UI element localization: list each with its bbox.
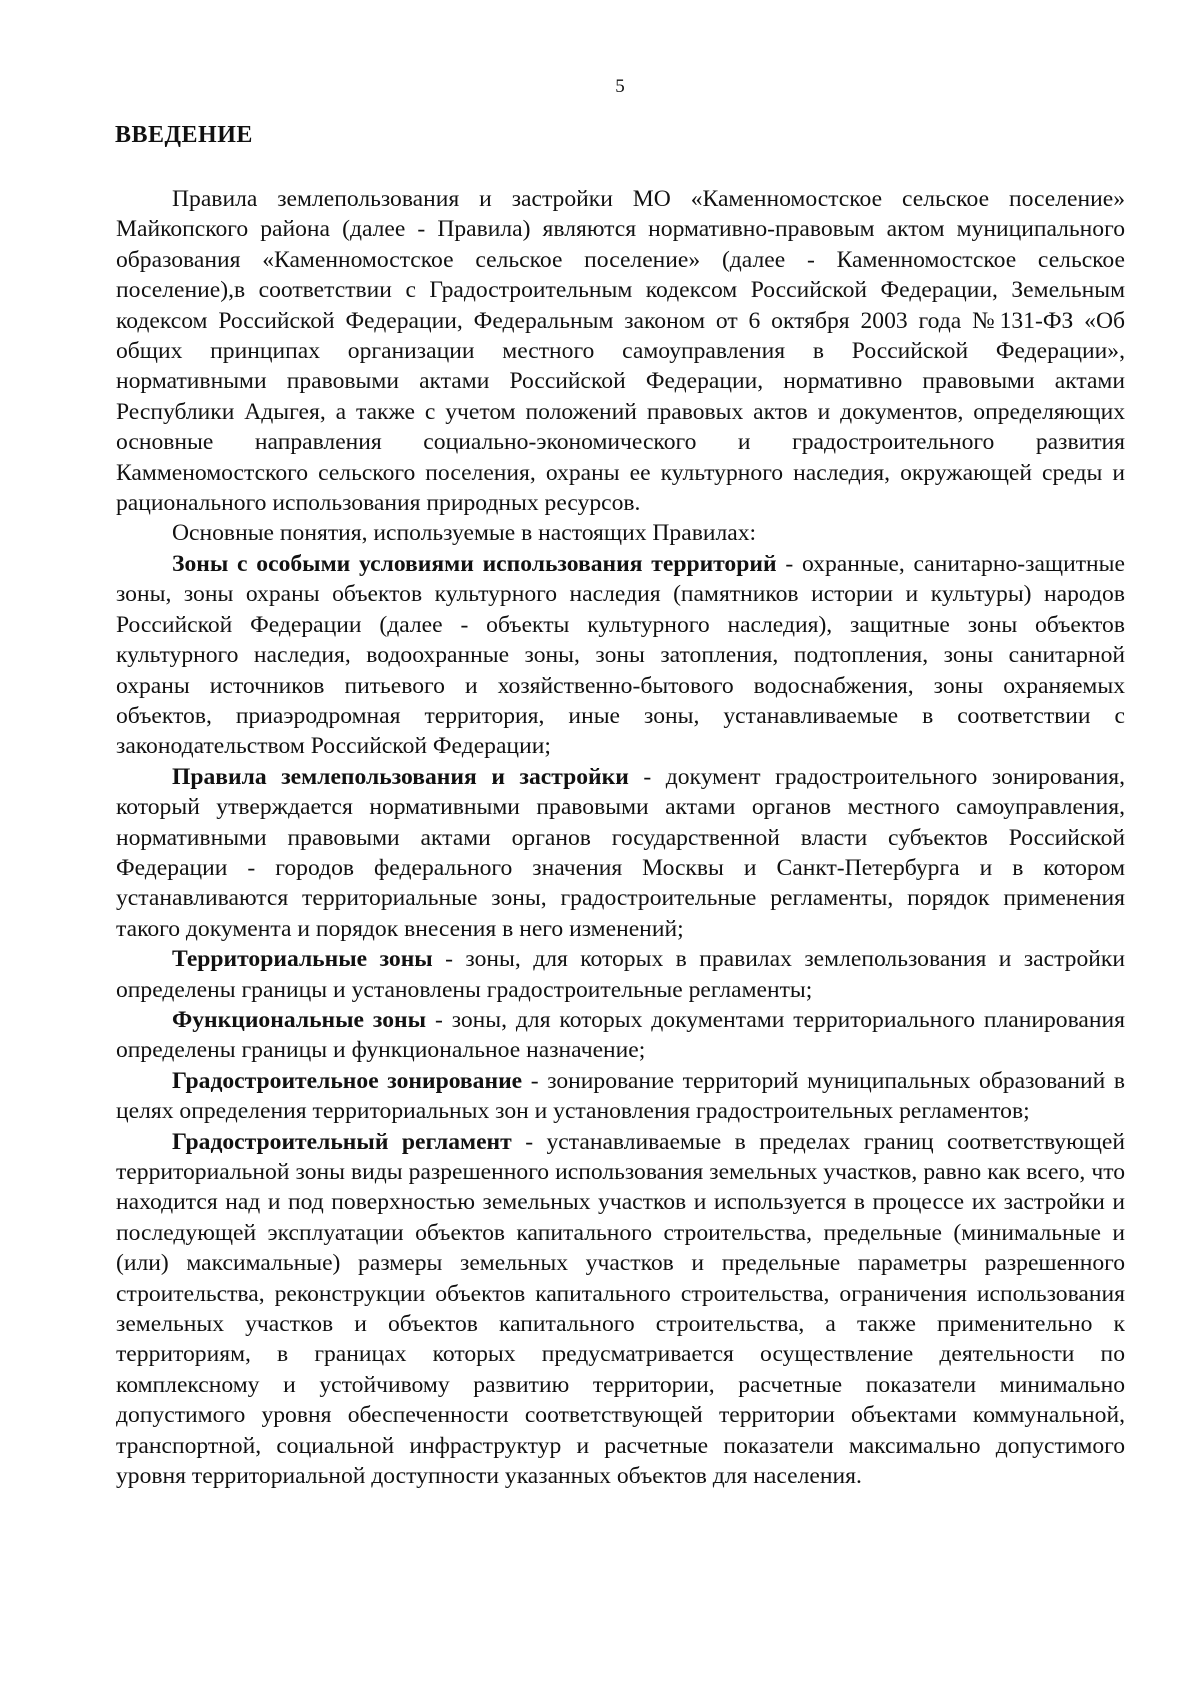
definition-term: Градостроительный регламент [172, 1128, 512, 1155]
definition-text: - документ градостроительного зонирования, который утверждается нормативными правовыми актами органов местного самоуправления, нормативными правовыми актами органов государственной власти субъектов Российской Федерации - городов федерального значения Москвы и Санкт-Петербурга и в котором устанавливаются территориальные зоны, градостроительные регламенты, порядок применения такого документа и порядок внесения в него изменений; [116, 763, 1126, 942]
definition-text: - охранные, санитарно-защитные зоны, зоны охраны объектов культурного наследия (памятников истории и культуры) народов Российской Федерации (далее - объекты культурного наследия), защитные зоны объектов культурного наследия, водоохранные зоны, зоны затопления, подтопления, зоны санитарной охраны источников питьевого и хозяйственно-бытового водоснабжения, зоны охраняемых объектов, приаэродромная территория, иные зоны, устанавливаемые в соответствии с законодательством Российской Федерации; [116, 550, 1125, 760]
definition-text: - зонирование территорий муниципальных образований в целях определения территориальных зон и установления градостроительных регламентов; [116, 1067, 1125, 1125]
definition-term: Градостроительное зонирование [172, 1067, 523, 1094]
definition-paragraph [116, 1066, 1125, 1127]
page-number: 5 [615, 76, 625, 97]
intro-paragraph: Правила землепользования и застройки МО «Каменномостское сельское поселение» Майкопского района (далее - Правила) являются нормативно-правовым актом муниципального образования «Каменномостское сельское поселение» (далее - Каменномостское сельское поселение),в соответствии с Градостроительным кодексом Российской Федерации, Земельным кодексом Российской Федерации, Федеральным законом от 6 октября 2003 года №131-ФЗ «Об общих принципах организации местного самоуправления в Российской Федерации», нормативными правовыми актами Российской Федерации, нормативно правовыми актами Республики Адыгея, а также с учетом положений правовых актов и документов, определяющих основные направления социально-экономического и градостроительного развития Камменомостского сельского поселения, охраны ее культурного наследия, окружающей среды и рационального использования природных ресурсов. [116, 186, 1125, 517]
definition-term: Правила землепользования и застройки [172, 763, 629, 790]
definition-text: - зоны, для которых документами территориального планирования определены границы и функциональное назначение; [116, 1006, 1125, 1064]
definition-term: Территориальные зоны [172, 946, 433, 973]
concepts-intro-paragraph: Основные понятия, используемые в настоящих Правилах: [172, 520, 757, 547]
definition-paragraph [116, 944, 1125, 1005]
section-heading: ВВЕДЕНИЕ [115, 122, 253, 148]
definition-term: Функциональные зоны [172, 1006, 427, 1033]
definition-paragraph [116, 762, 1125, 944]
definition-term: Зоны с особыми условиями использования территорий [172, 550, 777, 577]
definition-paragraph [116, 1005, 1125, 1066]
definition-paragraph [116, 549, 1125, 762]
definition-text: - устанавливаемые в пределах границ соответствующей территориальной зоны виды разрешенного использования земельных участков, равно как всего, что находится над и под поверхностью земельных участков и используется в процессе их застройки и последующей эксплуатации объектов капитального строительства, предельные (минимальные и (или) максимальные) размеры земельных участков и предельные параметры разрешенного строительства, реконструкции объектов капитального строительства, ограничения использования земельных участков и объектов капитального строительства, а также применительно к территориям, в границах которых предусматривается осуществление деятельности по комплексному и устойчивому развитию территории, расчетные показатели минимально допустимого уровня обеспеченности соответствующей территории объектами коммунальной, транспортной, социальной инфраструктур и расчетные показатели максимально допустимого уровня территориальной доступности указанных объектов для населения. [116, 1128, 1125, 1490]
document-body [116, 184, 1125, 1491]
definition-text: - зоны, для которых в правилах землепользования и застройки определены границы и установлены градостроительные регламенты; [116, 946, 1125, 1003]
definition-paragraph [116, 1127, 1125, 1492]
